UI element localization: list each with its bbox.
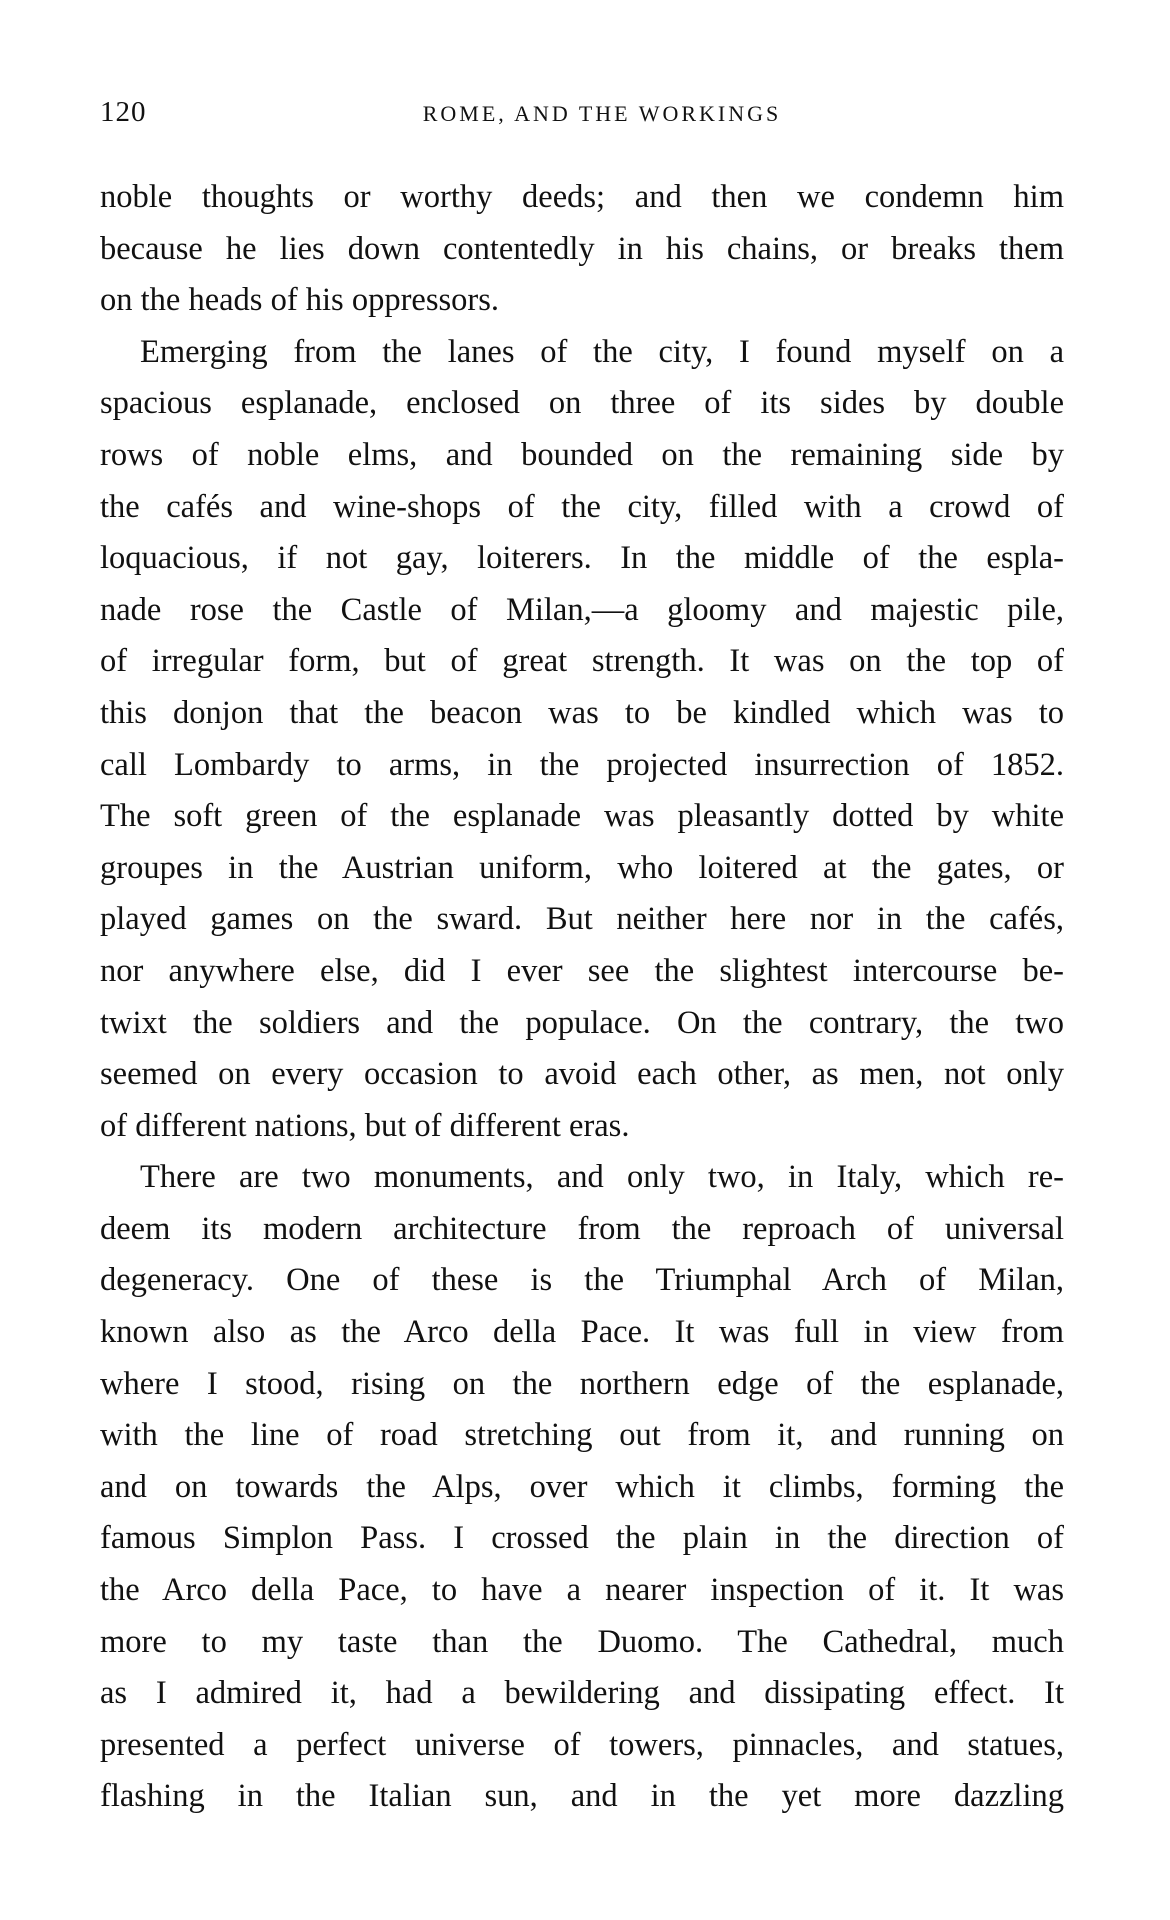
text-line: seemed on every occasion to avoid each other, as men, not only (100, 1056, 1064, 1093)
text-line: the cafés and wine-shops of the city, filled with a crowd of (100, 488, 1064, 525)
text-line: of different nations, but of different eras. (100, 1107, 630, 1144)
text-line: on the heads of his oppressors. (100, 282, 499, 319)
text-line: There are two monuments, and only two, in Italy, which re- (140, 1159, 1064, 1196)
text-line: nade rose the Castle of Milan,—a gloomy and majestic pile, (100, 591, 1064, 628)
text-line: call Lombardy to arms, in the projected insurrection of 1852. (100, 746, 1064, 783)
text-line: with the line of road stretching out from it, and running on (100, 1417, 1064, 1454)
text-line: played games on the sward. But neither here nor in the cafés, (100, 901, 1064, 938)
text-line: where I stood, rising on the northern edge of the esplanade, (100, 1365, 1064, 1402)
text-line: rows of noble elms, and bounded on the remaining side by (100, 436, 1064, 473)
text-line: spacious esplanade, enclosed on three of its sides by double (100, 385, 1064, 422)
page-number: 120 (100, 96, 147, 128)
running-head (100, 96, 1064, 136)
text-line: this donjon that the beacon was to be kindled which was to (100, 694, 1064, 731)
text-line: twixt the soldiers and the populace. On the contrary, the two (100, 1004, 1064, 1041)
text-line: more to my taste than the Duomo. The Cathedral, much (100, 1623, 1064, 1660)
paragraph (100, 172, 1064, 327)
text-line: known also as the Arco della Pace. It was full in view from (100, 1314, 1064, 1351)
body-text (100, 172, 1064, 1823)
text-line: the Arco della Pace, to have a nearer inspection of it. It was (100, 1572, 1064, 1609)
text-line: presented a perfect universe of towers, pinnacles, and statues, (100, 1726, 1064, 1763)
text-line: noble thoughts or worthy deeds; and then we condemn him (100, 179, 1064, 215)
text-line: Emerging from the lanes of the city, I found myself on a (140, 333, 1064, 370)
text-line: deem its modern architecture from the reproach of universal (100, 1210, 1064, 1247)
text-line: nor anywhere else, did I ever see the slightest intercourse be- (100, 952, 1064, 989)
text-line: loquacious, if not gay, loiterers. In the middle of the espla- (100, 540, 1064, 577)
text-line: and on towards the Alps, over which it climbs, forming the (100, 1468, 1064, 1505)
running-title: ROME, AND THE WORKINGS (422, 101, 782, 126)
text-line: flashing in the Italian sun, and in the yet more dazzling (100, 1778, 1064, 1815)
text-line: degeneracy. One of these is the Triumphal Arch of Milan, (100, 1262, 1064, 1299)
text-line: The soft green of the esplanade was pleasantly dotted by white (100, 798, 1064, 835)
paragraph (100, 1152, 1064, 1823)
text-line: as I admired it, had a bewildering and dissipating effect. It (100, 1675, 1064, 1712)
text-line: famous Simplon Pass. I crossed the plain in the direction of (100, 1520, 1064, 1557)
paragraph (100, 327, 1064, 1153)
text-line: groupes in the Austrian uniform, who loitered at the gates, or (100, 849, 1064, 886)
text-line: because he lies down contentedly in his chains, or breaks them (100, 230, 1064, 267)
text-line: of irregular form, but of great strength. It was on the top of (100, 643, 1064, 680)
